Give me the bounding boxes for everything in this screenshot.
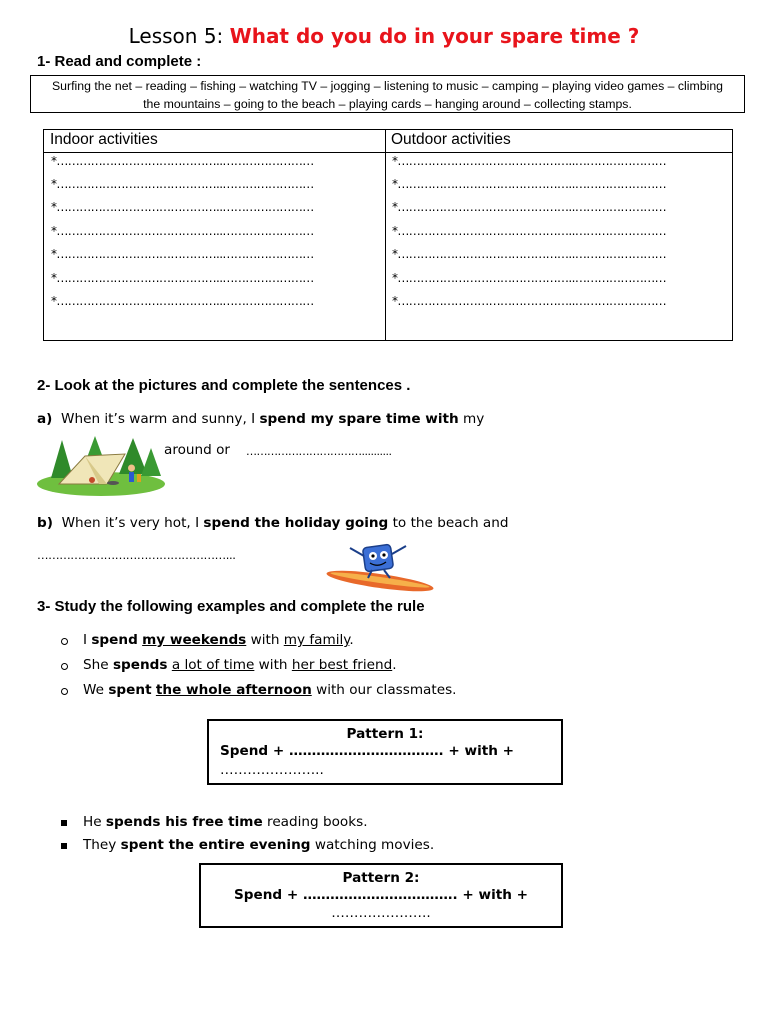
example-sentence: They spent the entire evening watching movies. (83, 837, 435, 853)
answer-blank[interactable]: …………………………….......... (246, 445, 392, 458)
sentence-text: around or (164, 442, 231, 458)
square-bullet-icon (61, 820, 67, 826)
pattern1-title: Pattern 1: (346, 726, 424, 742)
square-bullet-icon (61, 843, 67, 849)
indoor-blank-line[interactable]: *……………………………………..…………………… (51, 154, 314, 168)
section3-heading: 3- Study the following examples and complete the rule (37, 598, 425, 615)
sentence-text: When it’s very hot, I (61, 515, 204, 531)
example-sentence: She spends a lot of time with her best friend. (83, 657, 397, 673)
word-box-line: Surfing the net – reading – fishing – watching TV – jogging – listening to music – camping – playing video games – climbing (51, 79, 724, 93)
outdoor-blank-line[interactable]: *………………………………………..…………………… (392, 294, 667, 308)
word-box (30, 75, 745, 113)
pattern2-blank[interactable]: …………………. (331, 905, 431, 921)
indoor-blank-line[interactable]: *……………………………………..…………………… (51, 294, 314, 308)
page-title (0, 24, 768, 48)
outdoor-header: Outdoor activities (391, 131, 511, 148)
example-sentence: We spent the whole afternoon with our classmates. (83, 682, 457, 698)
sentence-text: When it’s warm and sunny, I (61, 411, 260, 427)
indoor-blank-line[interactable]: *……………………………………..…………………… (51, 247, 314, 261)
indoor-blank-line[interactable]: *……………………………………..…………………… (51, 224, 314, 238)
sentence-b (37, 515, 509, 531)
camping-picture (37, 434, 165, 496)
sentence-a-line2 (164, 442, 230, 458)
sentence-text: to the beach and (388, 515, 509, 531)
bullet-icon (61, 638, 68, 645)
lesson-title: What do you do in your spare time ? (229, 24, 640, 48)
pattern1-rule[interactable]: Spend + ……………………………. + with + (220, 743, 515, 759)
sentence-text: my (458, 411, 485, 427)
indoor-blank-line[interactable]: *……………………………………..…………………… (51, 200, 314, 214)
outdoor-blank-line[interactable]: *………………………………………..…………………… (392, 271, 667, 285)
example-sentence: I spend my weekends with my family. (83, 632, 354, 648)
outdoor-blank-line[interactable]: *………………………………………..…………………… (392, 247, 667, 261)
sentence-a (37, 411, 484, 427)
pattern2-rule[interactable]: Spend + ……………………………. + with + (233, 887, 529, 903)
section2-heading: 2- Look at the pictures and complete the sentences . (37, 377, 411, 394)
indoor-column (44, 130, 386, 340)
pattern1-box (207, 719, 563, 785)
outdoor-column (385, 130, 732, 340)
item-label: a) (37, 411, 53, 427)
section1-heading: 1- Read and complete : (37, 53, 202, 70)
sentence-bold: spend the holiday going (203, 515, 389, 531)
bullet-icon (61, 688, 68, 695)
pattern2-box (199, 863, 563, 928)
indoor-blank-line[interactable]: *……………………………………..…………………… (51, 271, 314, 285)
outdoor-blank-line[interactable]: *………………………………………..…………………… (392, 154, 667, 168)
outdoor-blank-line[interactable]: *………………………………………..…………………… (392, 200, 667, 214)
indoor-blank-line[interactable]: *……………………………………..…………………… (51, 177, 314, 191)
lesson-number: Lesson 5: (128, 24, 230, 48)
indoor-header: Indoor activities (50, 131, 158, 148)
activities-table (43, 129, 733, 341)
sentence-bold: spend my spare time with (259, 411, 459, 427)
pattern2-title: Pattern 2: (342, 870, 420, 886)
outdoor-blank-line[interactable]: *………………………………………..…………………… (392, 177, 667, 191)
word-box-line: the mountains – going to the beach – playing cards – hanging around – collecting stamps. (143, 97, 632, 111)
bullet-icon (61, 663, 68, 670)
surfing-picture (324, 540, 436, 594)
outdoor-blank-line[interactable]: *………………………………………..…………………… (392, 224, 667, 238)
answer-blank[interactable]: ……………………………………………... (37, 548, 236, 562)
pattern1-blank[interactable]: ………………….. (220, 762, 324, 778)
example-sentence: He spends his free time reading books. (83, 814, 368, 830)
item-label: b) (37, 515, 53, 531)
